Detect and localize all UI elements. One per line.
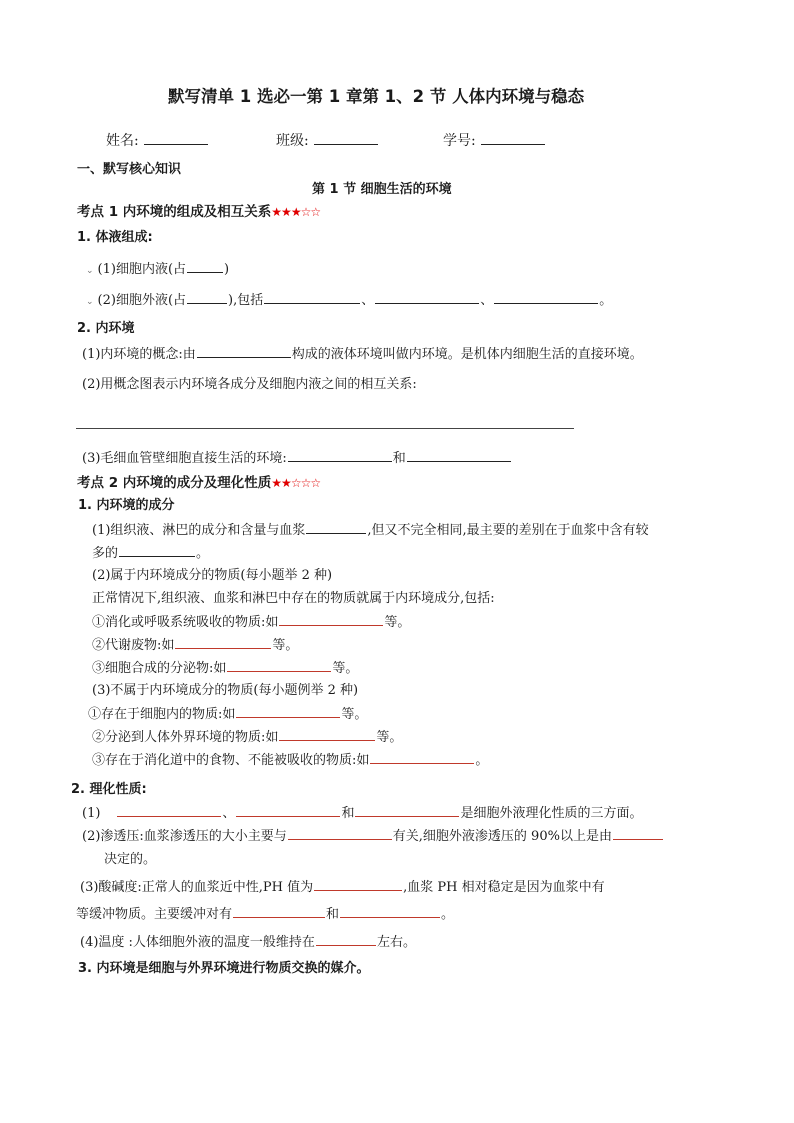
composition-line-2: 多的 。 [92, 546, 210, 561]
concept-map-line: (2)用概念图表示内环境各成分及细胞内液之间的相互关系: [82, 377, 417, 392]
osmotic-line-2: 决定的。 [104, 852, 157, 867]
composition-line-3: (2)属于内环境成分的物质(每小题举 2 种) [92, 568, 333, 583]
temperature-blank[interactable] [316, 933, 376, 946]
waste-line: ②代谢废物:如 等。 [92, 638, 299, 653]
extracellular-line: ⌄ (2)细胞外液(占 ),包括 、 、 。 [86, 293, 613, 308]
id-info [443, 132, 546, 150]
buffer-line: 等缓冲物质。主要缓冲对有 和 。 [76, 907, 455, 922]
env-concept-line: (1)内环境的概念:由 构成的液体环境叫做内环境。是机体内细胞生活的直接环境。 [82, 347, 643, 362]
osmotic-line: (2)渗透压:血浆渗透压的大小主要与 有关,细胞外液渗透压的 90%以上是由 [82, 827, 664, 846]
absorbed-substance-line: ①消化或呼吸系统吸收的物质:如 等。 [92, 615, 411, 630]
external-substance-blank[interactable] [279, 728, 375, 741]
kaodian-1-title: 考点 1 内环境的组成及相互关系 [77, 204, 272, 220]
intracellular-substance-blank[interactable] [236, 705, 340, 718]
answer-line[interactable] [76, 428, 574, 429]
section-heading: 一、默写核心知识 [77, 162, 182, 177]
capillary-blank-2[interactable] [407, 449, 511, 462]
secretion-line: ③细胞合成的分泌物:如 等。 [92, 661, 359, 676]
ph-value-blank[interactable] [314, 878, 402, 891]
env-heading: 2. 内环境 [77, 321, 135, 336]
osmotic-blank-1[interactable] [288, 827, 392, 840]
property-2-blank[interactable] [236, 804, 340, 817]
list-marker-icon: ⌄ [86, 297, 94, 307]
extra-item-1-blank[interactable] [264, 291, 360, 304]
extra-item-3-blank[interactable] [494, 291, 598, 304]
class-label: 班级: [276, 133, 309, 149]
star-rating-icon: ★★☆☆☆ [271, 476, 321, 490]
student-info-row [106, 132, 209, 150]
waste-blank[interactable] [175, 636, 271, 649]
plasma-more-blank[interactable] [119, 544, 195, 557]
id-label: 学号: [443, 133, 476, 149]
composition-line-8: (3)不属于内环境成分的物质(每小题例举 2 种) [92, 683, 359, 698]
page-title: 默写清单 1 选必一第 1 章第 1、2 节 人体内环境与稳态 [168, 87, 585, 106]
ph-line: (3)酸碱度:正常人的血浆近中性,PH 值为 ,血浆 PH 相对稳定是因为血浆中有 [80, 880, 605, 895]
composition-heading: 1. 内环境的成分 [78, 498, 175, 513]
temperature-line: (4)温度 :人体细胞外液的温度一般维持在 左右。 [80, 935, 416, 950]
digestive-substance-blank[interactable] [370, 751, 474, 764]
properties-heading: 2. 理化性质: [71, 782, 147, 797]
intracellular-line: ⌄ (1)细胞内液(占 ) [86, 262, 230, 277]
name-label: 姓名: [106, 133, 139, 149]
digestive-substance-line: ③存在于消化道中的食物、不能被吸收的物质:如 。 [92, 753, 489, 768]
intracellular-substance-line: ①存在于细胞内的物质:如 等。 [88, 707, 368, 722]
capillary-line: (3)毛细血管壁细胞直接生活的环境: 和 [82, 449, 512, 468]
external-substance-line: ②分泌到人体外界环境的物质:如 等。 [92, 730, 403, 745]
buffer-pair-2-blank[interactable] [340, 905, 440, 918]
composition-line-1: (1)组织液、淋巴的成分和含量与血浆 ,但又不完全相同,最主要的差别在于血浆中含有较 [92, 523, 649, 538]
kaodian-1-heading [77, 203, 320, 221]
plasma-similar-blank[interactable] [306, 521, 366, 534]
property-1-blank[interactable] [117, 804, 221, 817]
medium-heading: 3. 内环境是细胞与外界环境进行物质交换的媒介。 [78, 961, 370, 976]
property-3-blank[interactable] [355, 804, 459, 817]
class-info [276, 132, 379, 150]
composition-line-4: 正常情况下,组织液、血浆和淋巴中存在的物质就属于内环境成分,包括: [92, 591, 495, 606]
id-blank[interactable] [481, 132, 545, 145]
class-blank[interactable] [314, 132, 378, 145]
name-blank[interactable] [144, 132, 208, 145]
absorbed-blank[interactable] [279, 613, 383, 626]
chapter-heading: 第 1 节 细胞生活的环境 [312, 182, 452, 197]
concept-blank[interactable] [197, 345, 291, 358]
intra-blank[interactable] [187, 260, 223, 273]
extra-item-2-blank[interactable] [375, 291, 479, 304]
fluid-heading: 1. 体液组成: [77, 230, 153, 245]
buffer-pair-1-blank[interactable] [233, 905, 325, 918]
kaodian-2-heading [77, 474, 320, 492]
star-rating-icon: ★★★☆☆ [271, 205, 321, 219]
extra-blank[interactable] [187, 291, 227, 304]
list-marker-icon: ⌄ [86, 266, 94, 276]
secretion-blank[interactable] [227, 659, 331, 672]
osmotic-blank-2[interactable] [613, 827, 663, 840]
capillary-blank-1[interactable] [288, 449, 392, 462]
kaodian-2-title: 考点 2 内环境的成分及理化性质 [77, 475, 272, 491]
properties-line-1: (1) 、 和 是细胞外液理化性质的三方面。 [82, 806, 643, 821]
